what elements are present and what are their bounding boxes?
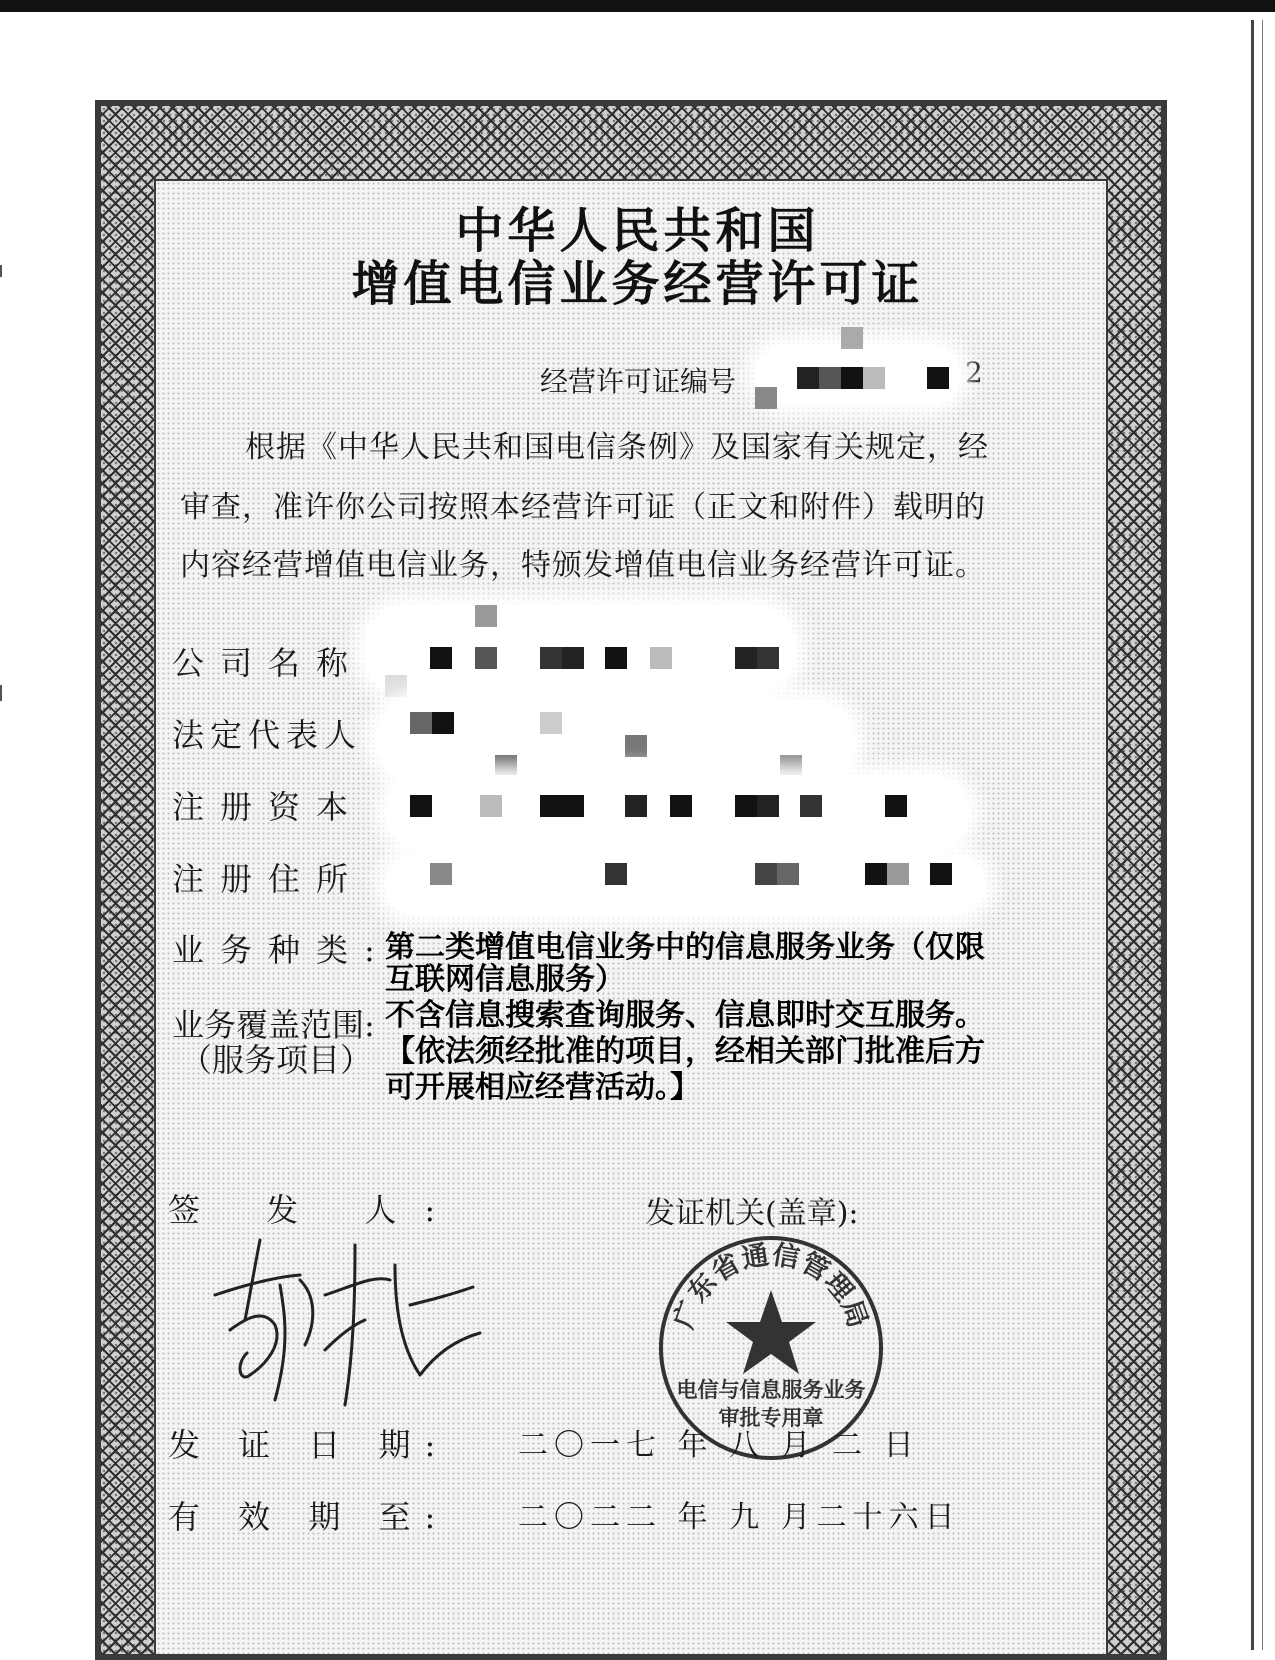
company-name-label: 公司名称: [172, 644, 365, 682]
redaction-registered-address: [385, 855, 985, 915]
issue-date-label: 发 证 日 期:: [168, 1426, 450, 1464]
signer-label: 签 发 人:: [168, 1191, 464, 1229]
valid-until-value: 二〇二二 年 九 月二十六日: [518, 1500, 961, 1535]
preamble-line-2: 审查，准许你公司按照本经营许可证（正文和附件）载明的: [180, 490, 986, 525]
valid-until-label: 有 效 期 至:: [168, 1498, 450, 1536]
license-number-label: 经营许可证编号: [540, 365, 737, 398]
scan-top-edge: [0, 0, 1275, 12]
preamble-line-1: 根据《中华人民共和国电信条例》及国家有关规定，经: [245, 430, 989, 465]
coverage-scope-value-line-3: 可开展相应经营活动。】: [385, 1070, 700, 1105]
license-number-tail: 2: [965, 356, 983, 389]
title-line-1: 中华人民共和国: [455, 203, 820, 259]
seal-bottom-line-2: 审批专用章: [718, 1406, 824, 1430]
coverage-scope-label: 业务覆盖范围:: [172, 1006, 375, 1044]
seal-bottom-line-1: 电信与信息服务业务: [676, 1378, 866, 1402]
business-type-value-line-1: 第二类增值电信业务中的信息服务业务（仅限: [385, 930, 985, 965]
redaction-license-number: [755, 345, 960, 405]
redaction-company-name: [365, 605, 795, 695]
service-items-label: （服务项目）: [180, 1041, 373, 1079]
title-line-2: 增值电信业务经营许可证: [351, 256, 924, 312]
preamble-line-3: 内容经营增值电信业务，特颁发增值电信业务经营许可证。: [180, 548, 986, 583]
issuing-authority-label: 发证机关(盖章):: [645, 1196, 859, 1231]
business-type-value-line-2: 互联网信息服务）: [385, 962, 625, 997]
coverage-scope-value-line-1: 不含信息搜索查询服务、信息即时交互服务。: [385, 998, 985, 1033]
redaction-registered-capital: [385, 775, 970, 850]
issue-date-value: 二〇一七 年 八 月 二 日: [518, 1428, 920, 1463]
signature: [205, 1225, 495, 1410]
coverage-scope-value-line-2: 【依法须经批准的项目，经相关部门批准后方: [385, 1034, 985, 1069]
registered-capital-label: 注册资本: [172, 788, 365, 826]
legal-representative-label: 法定代表人: [172, 716, 363, 754]
business-type-label: 业务种类:: [172, 931, 391, 969]
registered-address-label: 注册住所: [172, 860, 365, 898]
seal-top-text: 广东省通信管理局: [668, 1239, 874, 1333]
scan-edge-mark: [0, 685, 2, 701]
redaction-legal-representative: [375, 700, 855, 780]
